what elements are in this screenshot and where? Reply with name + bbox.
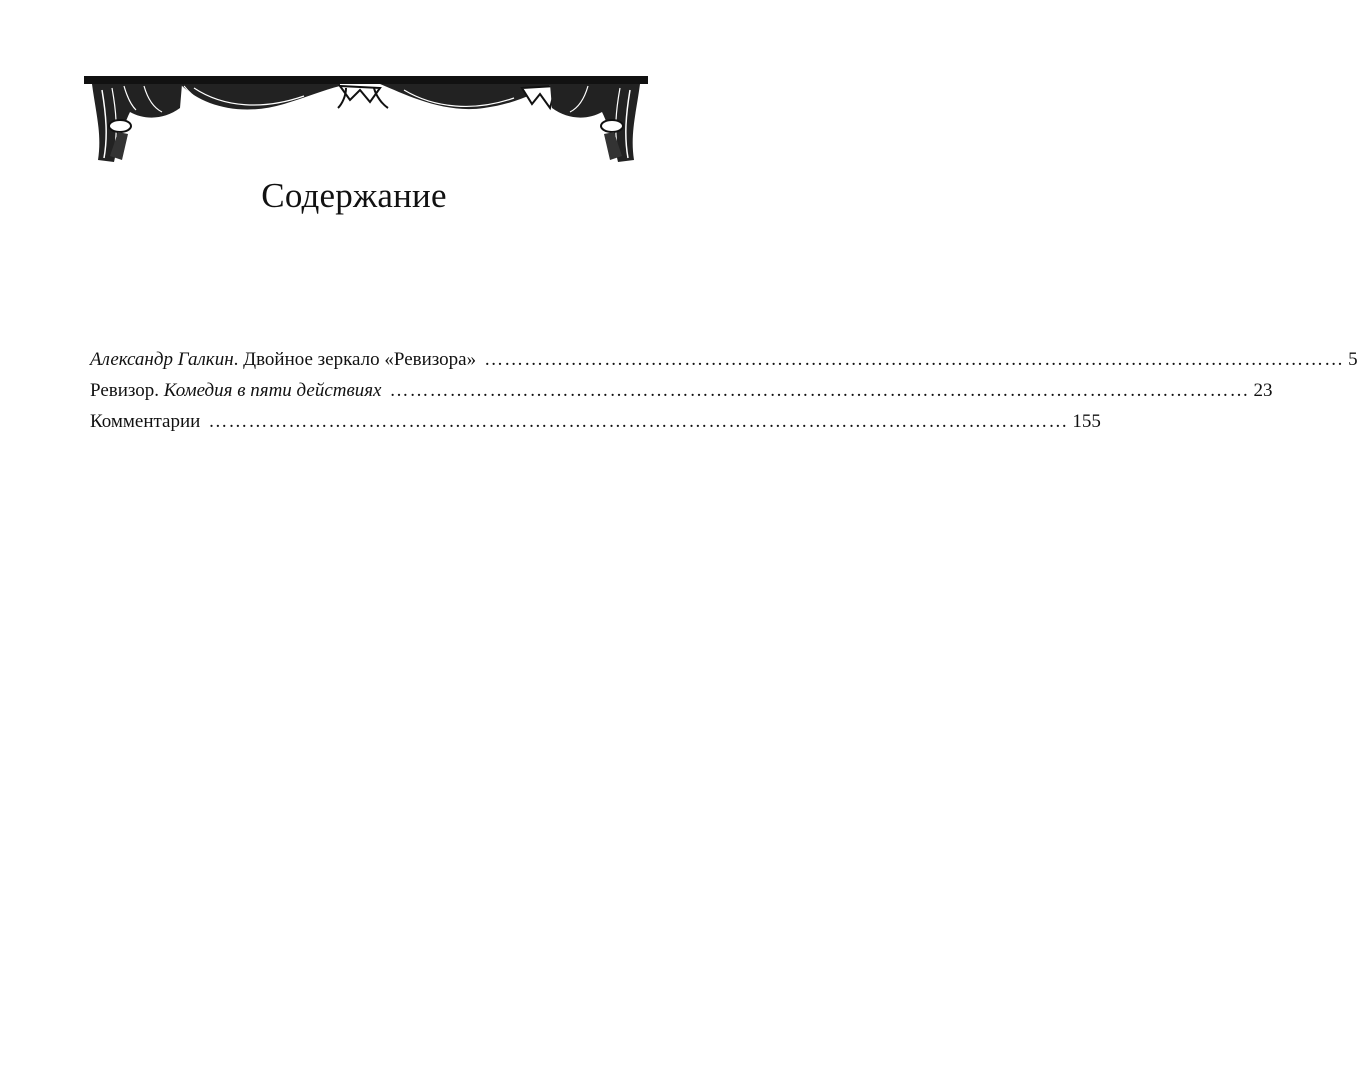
toc-entry-title [90,344,476,375]
table-of-contents [90,344,1358,437]
toc-page-number: 155 [1072,411,1101,432]
toc-entry[interactable] [90,406,1101,437]
toc-entry-subtitle: Комедия в пяти действиях [163,380,382,401]
theater-curtain-icon [84,74,648,166]
toc-entry[interactable] [90,344,1358,375]
toc-dot-leader: ………………………………………………………………………………………………………………… [389,380,1250,401]
toc-dot-leader: ………………………………………………………………………………………………………………… [208,411,1069,432]
toc-entry-author: Александр Галкин [90,349,234,370]
toc-entry-title [90,375,382,406]
toc-entry-title: Комментарии [90,411,201,432]
toc-entry-text: Ревизор. [90,380,164,401]
toc-dot-leader: ………………………………………………………………………………………………………………… [484,349,1345,370]
toc-entry-text: . Двойное зеркало «Ревизора» [233,349,477,370]
toc-entry[interactable] [90,375,1273,406]
toc-page-number: 23 [1253,380,1273,401]
toc-page-number: 5 [1348,349,1358,370]
page-title: Содержание [261,176,447,215]
